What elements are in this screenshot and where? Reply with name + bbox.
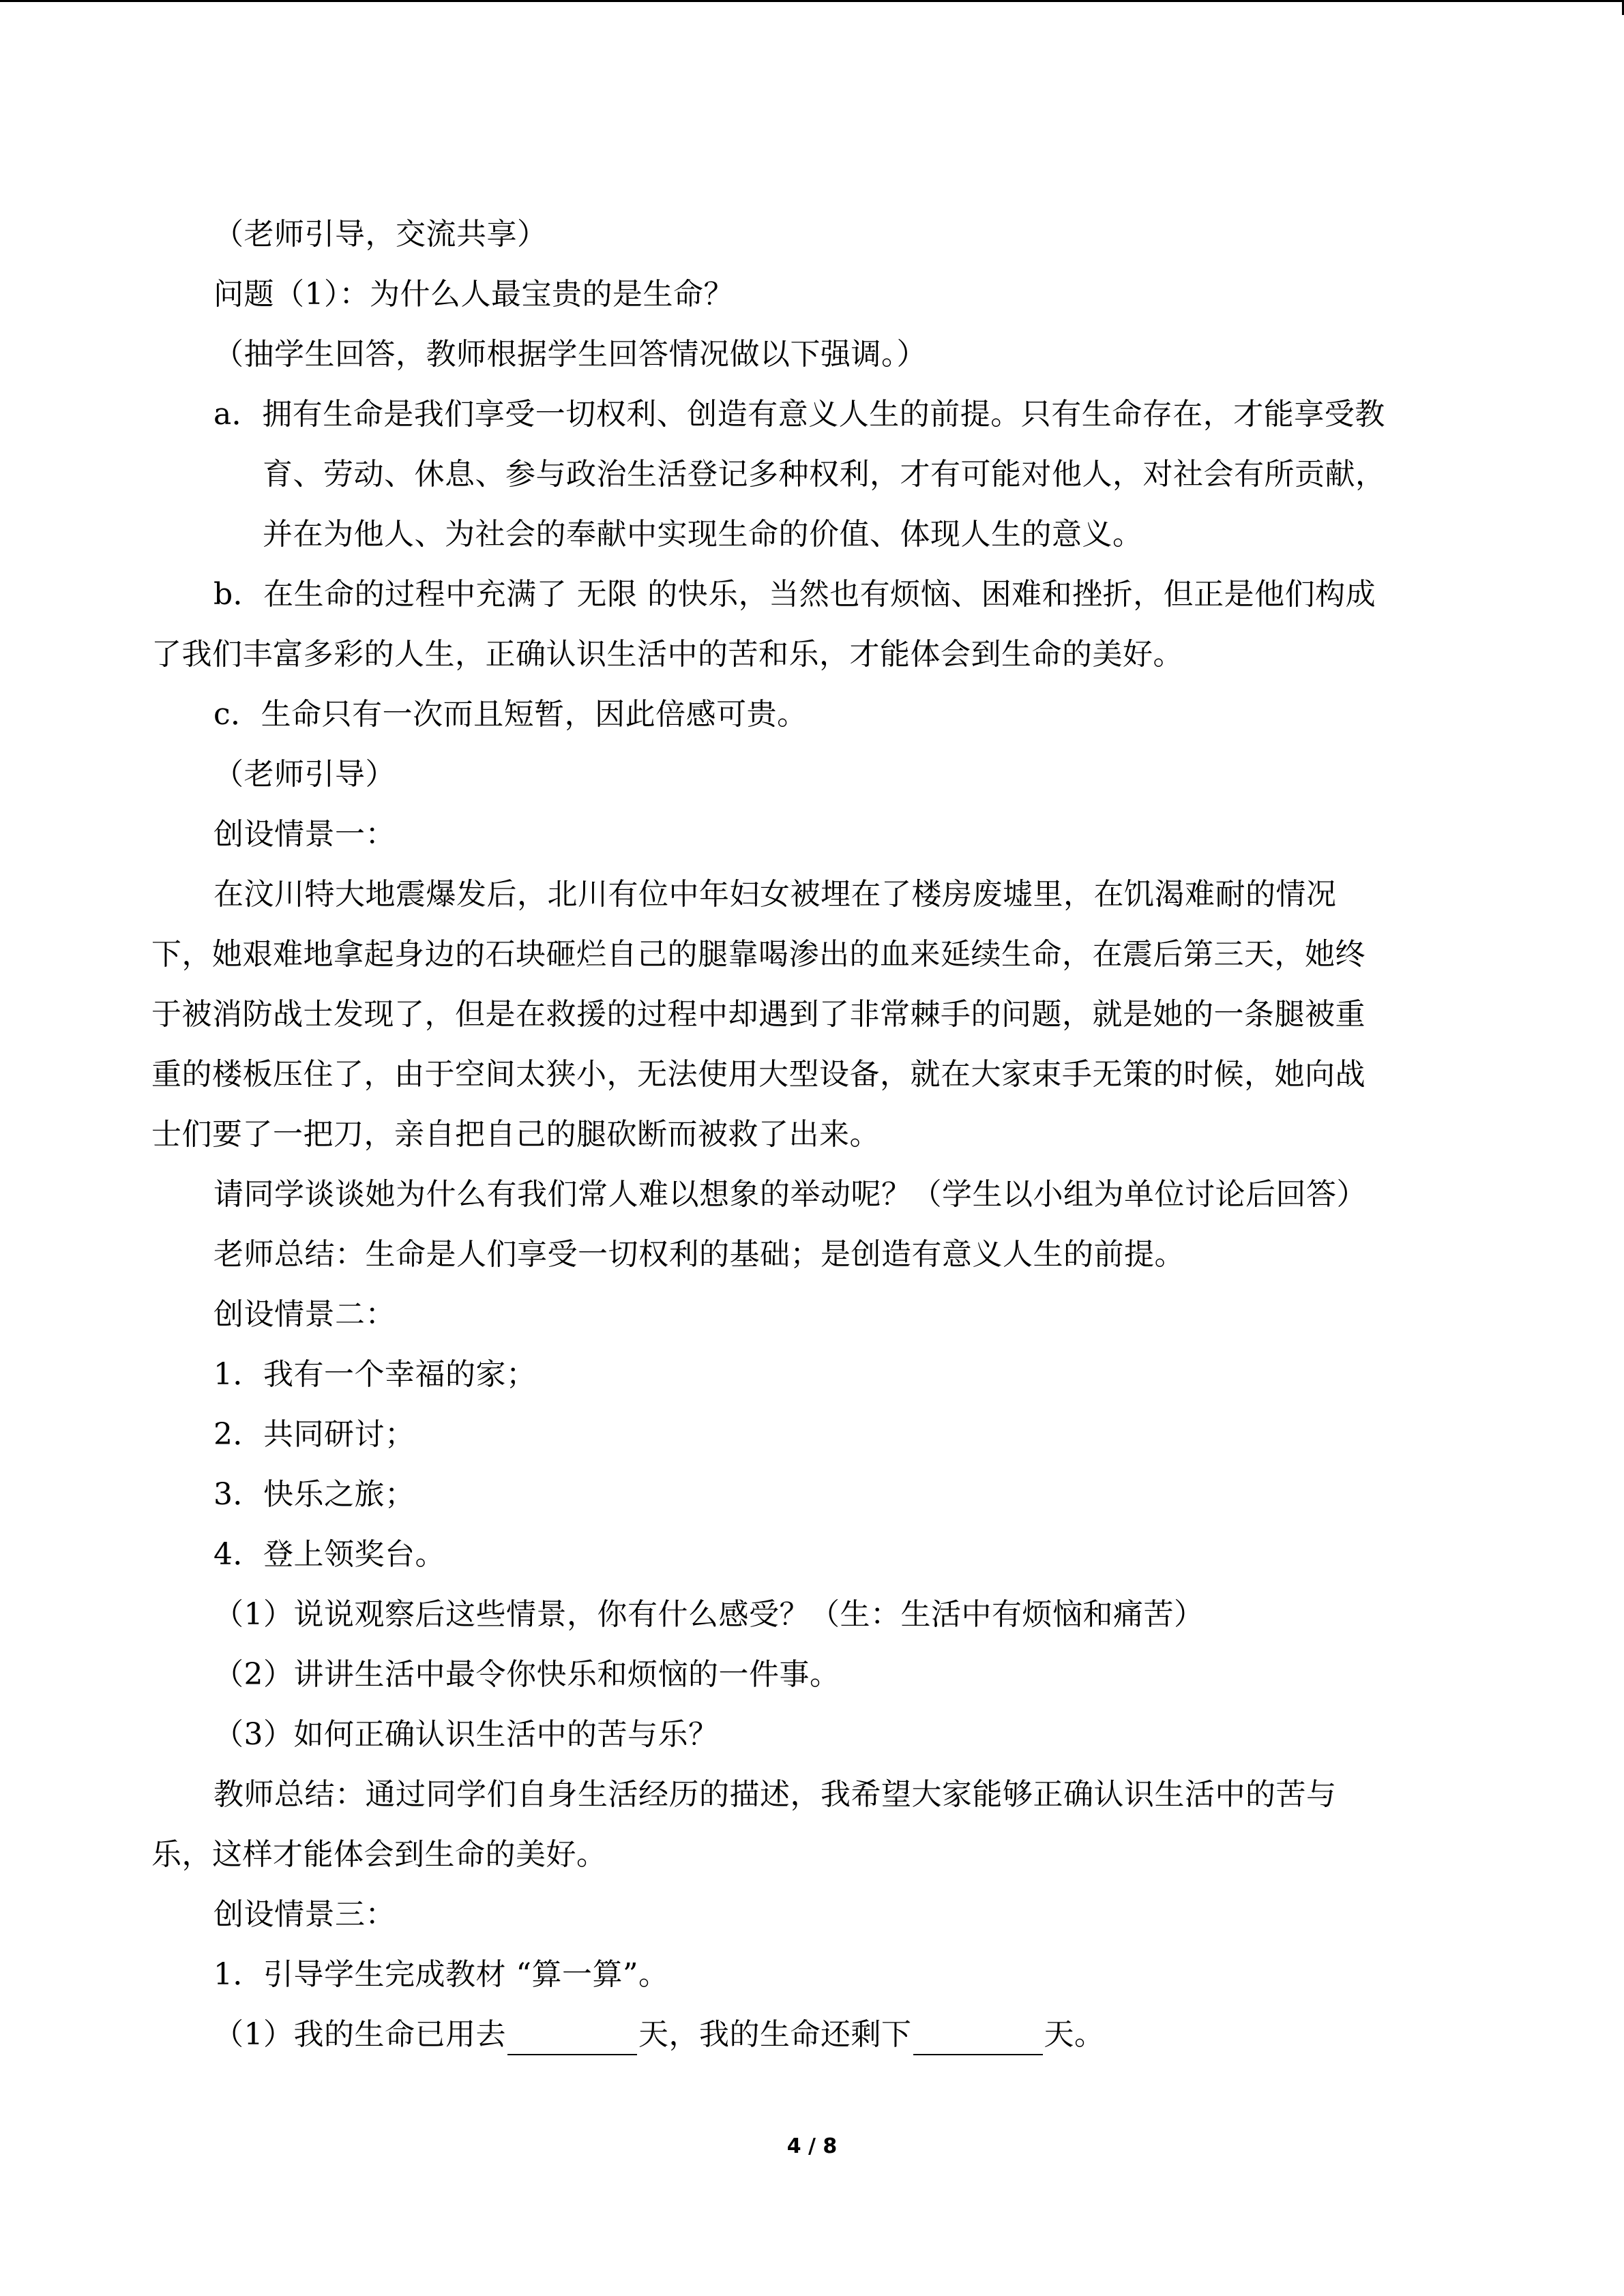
text-line: 3．快乐之旅； <box>213 1477 415 1512</box>
text-line: （抽学生回答，教师根据学生回答情况做以下强调。） <box>213 337 927 372</box>
text-line: 重的楼板压住了，由于空间太狭小，无法使用大型设备，就在大家束手无策的时候，她向战 <box>151 1057 1365 1092</box>
answer-blank <box>913 2023 1043 2055</box>
page-number: 4 / 8 <box>786 2134 838 2158</box>
text-line: 于被消防战士发现了，但是在救援的过程中却遇到了非常棘手的问题，就是她的一条腿被重 <box>151 997 1365 1032</box>
text-line: a．拥有生命是我们享受一切权利、创造有意义人生的前提。只有生命存在，才能享受教 <box>213 397 1385 432</box>
text-line: 2．共同研讨； <box>213 1417 415 1452</box>
text-line: b．在生命的过程中充满了 无限 的快乐，当然也有烦恼、困难和挫折，但正是他们构成 <box>213 577 1376 612</box>
text-line: 教师总结：通过同学们自身生活经历的描述，我希望大家能够正确认识生活中的苦与 <box>213 1777 1337 1812</box>
fill-in-line <box>213 2014 1105 2055</box>
fill-line-part3: 天。 <box>1044 2017 1105 2052</box>
text-line: 乐，这样才能体会到生命的美好。 <box>151 1837 607 1872</box>
text-line: （2）讲讲生活中最令你快乐和烦恼的一件事。 <box>213 1657 840 1692</box>
text-line: 问题（1）：为什么人最宝贵的是生命？ <box>213 277 734 312</box>
text-line: 请同学谈谈她为什么有我们常人难以想象的举动呢？（学生以小组为单位讨论后回答） <box>213 1177 1367 1212</box>
text-line: 创设情景一： <box>213 817 396 852</box>
text-line: 了我们丰富多彩的人生，正确认识生活中的苦和乐，才能体会到生命的美好。 <box>151 637 1183 672</box>
text-line: 在汶川特大地震爆发后，北川有位中年妇女被埋在了楼房废墟里，在饥渴难耐的情况 <box>213 877 1337 912</box>
text-line: 育、劳动、休息、参与政治生活登记多种权利，才有可能对他人，对社会有所贡献， <box>263 457 1386 492</box>
text-line: 士们要了一把刀，亲自把自己的腿砍断而被救了出来。 <box>151 1117 880 1152</box>
text-line: （老师引导） <box>213 757 396 792</box>
fill-line-part1: （1）我的生命已用去 <box>213 2017 506 2052</box>
text-line: 下，她艰难地拿起身边的石块砸烂自己的腿靠喝渗出的血来延续生命，在震后第三天，她终 <box>151 937 1365 972</box>
text-line: 创设情景三： <box>213 1897 396 1932</box>
text-line: 老师总结：生命是人们享受一切权利的基础；是创造有意义人生的前提。 <box>213 1237 1185 1272</box>
text-line: 创设情景二： <box>213 1297 396 1332</box>
text-line: c．生命只有一次而且短暂，因此倍感可贵。 <box>213 697 808 732</box>
answer-blank <box>507 2023 637 2055</box>
text-line: 4．登上领奖台。 <box>213 1537 445 1572</box>
text-line: （3）如何正确认识生活中的苦与乐？ <box>213 1717 719 1752</box>
fill-line-part2: 天，我的生命还剩下 <box>638 2017 912 2052</box>
text-line: 并在为他人、为社会的奉献中实现生命的价值、体现人生的意义。 <box>263 517 1143 552</box>
text-line: 1．引导学生完成教材 “算一算”。 <box>213 1957 669 1992</box>
page-top-border <box>0 0 1624 2</box>
text-line: 1．我有一个幸福的家； <box>213 1357 537 1392</box>
text-line: （老师引导，交流共享） <box>213 217 548 252</box>
text-line: （1）说说观察后这些情景，你有什么感受？（生：生活中有烦恼和痛苦） <box>213 1597 1205 1632</box>
